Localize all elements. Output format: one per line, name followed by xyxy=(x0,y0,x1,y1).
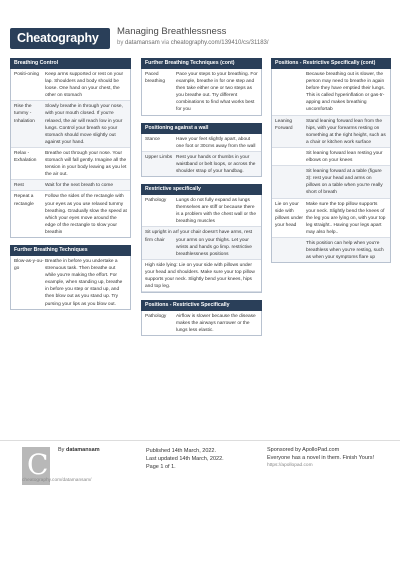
row-value: Stand leaning forward lean from the hips, with your forearms resting on something at the right height, such as a chair or kitchen work surface xyxy=(306,118,386,145)
footer-by-label: By xyxy=(58,447,65,453)
table-row xyxy=(142,195,261,227)
row-key: Rest xyxy=(14,183,24,189)
row-value: Rest your hands or thumbs in your waistband or belt loops, or across the shoulder strap of your handbag. xyxy=(176,154,256,174)
section-positions-restrictive xyxy=(141,300,262,336)
table-row xyxy=(272,199,390,238)
row-key xyxy=(272,240,306,261)
table-row xyxy=(142,227,261,259)
page-header xyxy=(0,0,400,58)
section-title: Further Breathing Techniques (cont) xyxy=(141,58,262,69)
section-title: Positions - Restrictive Specifically (cont) xyxy=(271,58,391,69)
table-row xyxy=(11,180,130,191)
row-value: Have your feet slightly apart, about one foot or 30cms away from the wall xyxy=(176,136,256,149)
row-key: Paced breathing xyxy=(145,72,166,85)
row-value: Keep arms supported or rest on your lap. Shoulders and body should be loose. One hand on your chest, the other on stomach xyxy=(45,72,124,99)
row-value: If your chair doesn't have arms, rest your arms on your thighs. Let your wrists and hands go limp. restrictive breathlessness positions xyxy=(176,230,253,257)
sponsor-link[interactable]: https://apollopad.com xyxy=(267,463,313,468)
row-value: Sit leaning forward at a table (figure 3): rest your head and arms on pillows on a table when you're really short of breath xyxy=(306,169,383,196)
table-row xyxy=(142,311,261,335)
section-title: Positioning against a wall xyxy=(141,123,262,134)
row-key: Pathology xyxy=(145,198,167,204)
table-row xyxy=(142,134,261,152)
row-value: Breathe out through your nose. Your stomach will fall gently. Imagine all the tension in your body leaving as you let the air out. xyxy=(45,150,127,178)
author-link[interactable]: datamansam xyxy=(125,40,160,46)
table-row xyxy=(11,191,130,237)
section-further-breathing-cont xyxy=(141,58,262,116)
sponsor-text: Everyone has a novel in them. Finish Yours! xyxy=(267,454,375,461)
row-value: Make sure the top pillow supports your neck. Slightly bend the knees of the leg you are lying on, with your top leg straight.. Having your legs apart may also help.. xyxy=(306,201,386,235)
column-1 xyxy=(10,58,131,317)
updated-date: Last updated 14th March, 2022. xyxy=(146,456,224,462)
column-3 xyxy=(271,58,391,270)
row-key: Blow-as-y-ou-go xyxy=(14,258,44,272)
section-breathing-control xyxy=(10,58,131,238)
row-key xyxy=(272,150,306,164)
row-value: Breathe in before you undertake a strenuous task. Then breathe out while you're making the effort. For example, when standing up, breathe in before you step or stand up, and then blow out as you stand up. Try pursing your lips as you blow out. xyxy=(45,258,123,307)
column-2 xyxy=(141,58,262,343)
publish-info xyxy=(146,447,224,471)
logo-text: Cheatography xyxy=(17,31,99,45)
table-row xyxy=(11,101,130,148)
row-key: Sit upright in a firm chair xyxy=(145,230,176,243)
published-date: Published 14th March, 2022. xyxy=(146,448,217,454)
table-row xyxy=(272,166,390,198)
section-title: Breathing Control xyxy=(10,58,131,69)
row-key: Relax - Exhalation xyxy=(14,150,37,164)
table-row xyxy=(272,116,390,148)
table-row xyxy=(272,238,390,262)
author-profile-link[interactable]: cheatography.com/datamansam/ xyxy=(22,478,92,483)
section-restrictive-specifically xyxy=(141,184,262,293)
footer-author xyxy=(58,447,100,453)
avatar-letter: C xyxy=(27,448,49,481)
table-row xyxy=(142,152,261,176)
row-key: Leaning Forward xyxy=(275,118,293,131)
section-title: Positions - Restrictive Specifically xyxy=(141,300,262,311)
section-title: Restrictive specifically xyxy=(141,184,262,195)
via-label: via xyxy=(161,40,170,46)
row-key xyxy=(272,168,306,196)
section-note: High side lying: Lie on your side with pillows under your head and shoulders. Make sure your top pillow supports your neck. Slightly bend your knees, hips and top leg. xyxy=(142,260,261,292)
row-value: Lungs do not fully expand as lungs themselves are stiff or because there is a problem with the chest wall or the breathing muscles xyxy=(176,198,256,225)
row-value: Slowly breathe in through your nose, with your mouth closed. If you're relaxed, the air will reach low in your lungs. Control your breath so your stomach should move slightly out against your hand. xyxy=(45,104,123,145)
sheet-url-link[interactable]: cheatography.com/139410/cs/31183/ xyxy=(170,40,269,46)
table-row xyxy=(11,148,130,180)
section-further-breathing xyxy=(10,245,131,310)
row-value: This position can help when you're breathless when you're resting, such as when your symptoms flare up xyxy=(306,240,384,261)
row-key: Upper Limbs xyxy=(145,154,173,160)
row-value: Because breathing out is slower, the person may need to breathe in again before they have emptied their lungs. This is called hyperinflation or gas-tr-apping and makes breathing uncomfortab xyxy=(306,72,385,113)
page-number: Page 1 of 1. xyxy=(146,464,176,470)
by-label: by xyxy=(117,40,124,46)
cheatography-logo[interactable] xyxy=(10,28,110,49)
section-positions-restrictive-cont xyxy=(271,58,391,263)
row-value: Sit leaning forward lean resting your elbows on your knees xyxy=(306,150,383,164)
table-row xyxy=(272,69,390,116)
row-key: Lie on your side with pillows under your head xyxy=(275,201,303,228)
row-value: Pace your steps to your breathing. For example, breathe in for one step and then take either one or two steps as you breathe out. Try different combinations to find what works best for you xyxy=(176,72,258,113)
table-row xyxy=(11,69,130,101)
row-key: Rise the tummy - Inhalation xyxy=(14,104,35,124)
table-row xyxy=(11,256,130,309)
section-positioning-wall xyxy=(141,123,262,177)
table-row xyxy=(142,69,261,115)
page-footer xyxy=(0,440,400,541)
footer-author-link[interactable]: datamansam xyxy=(65,447,100,453)
table-row xyxy=(272,148,390,166)
row-key: Repeat a rectangle xyxy=(14,194,34,207)
row-key: Stance xyxy=(145,136,160,142)
row-value: Follow the sides of the rectangle with your eyes as you use relaxed tummy breathing. Gradually slow the speed at which your eyes move around the edge of the rectangle to slow your breathin xyxy=(45,194,127,235)
row-value: Wait for the next breath to come xyxy=(45,183,114,189)
section-title: Further Breathing Techniques xyxy=(10,245,131,256)
row-value: Airflow is slower because the disease makes the airways narrower or the lungs less elastic. xyxy=(176,314,256,334)
sponsor-title: Sponsored by ApolloPad.com xyxy=(267,447,340,453)
row-key: Positi-oning xyxy=(14,72,40,77)
row-key: Pathology xyxy=(145,314,167,320)
page-subtitle xyxy=(117,40,269,46)
sponsor-block xyxy=(267,447,387,470)
page-title: Managing Breathlessness xyxy=(117,26,227,37)
row-key xyxy=(272,71,306,114)
